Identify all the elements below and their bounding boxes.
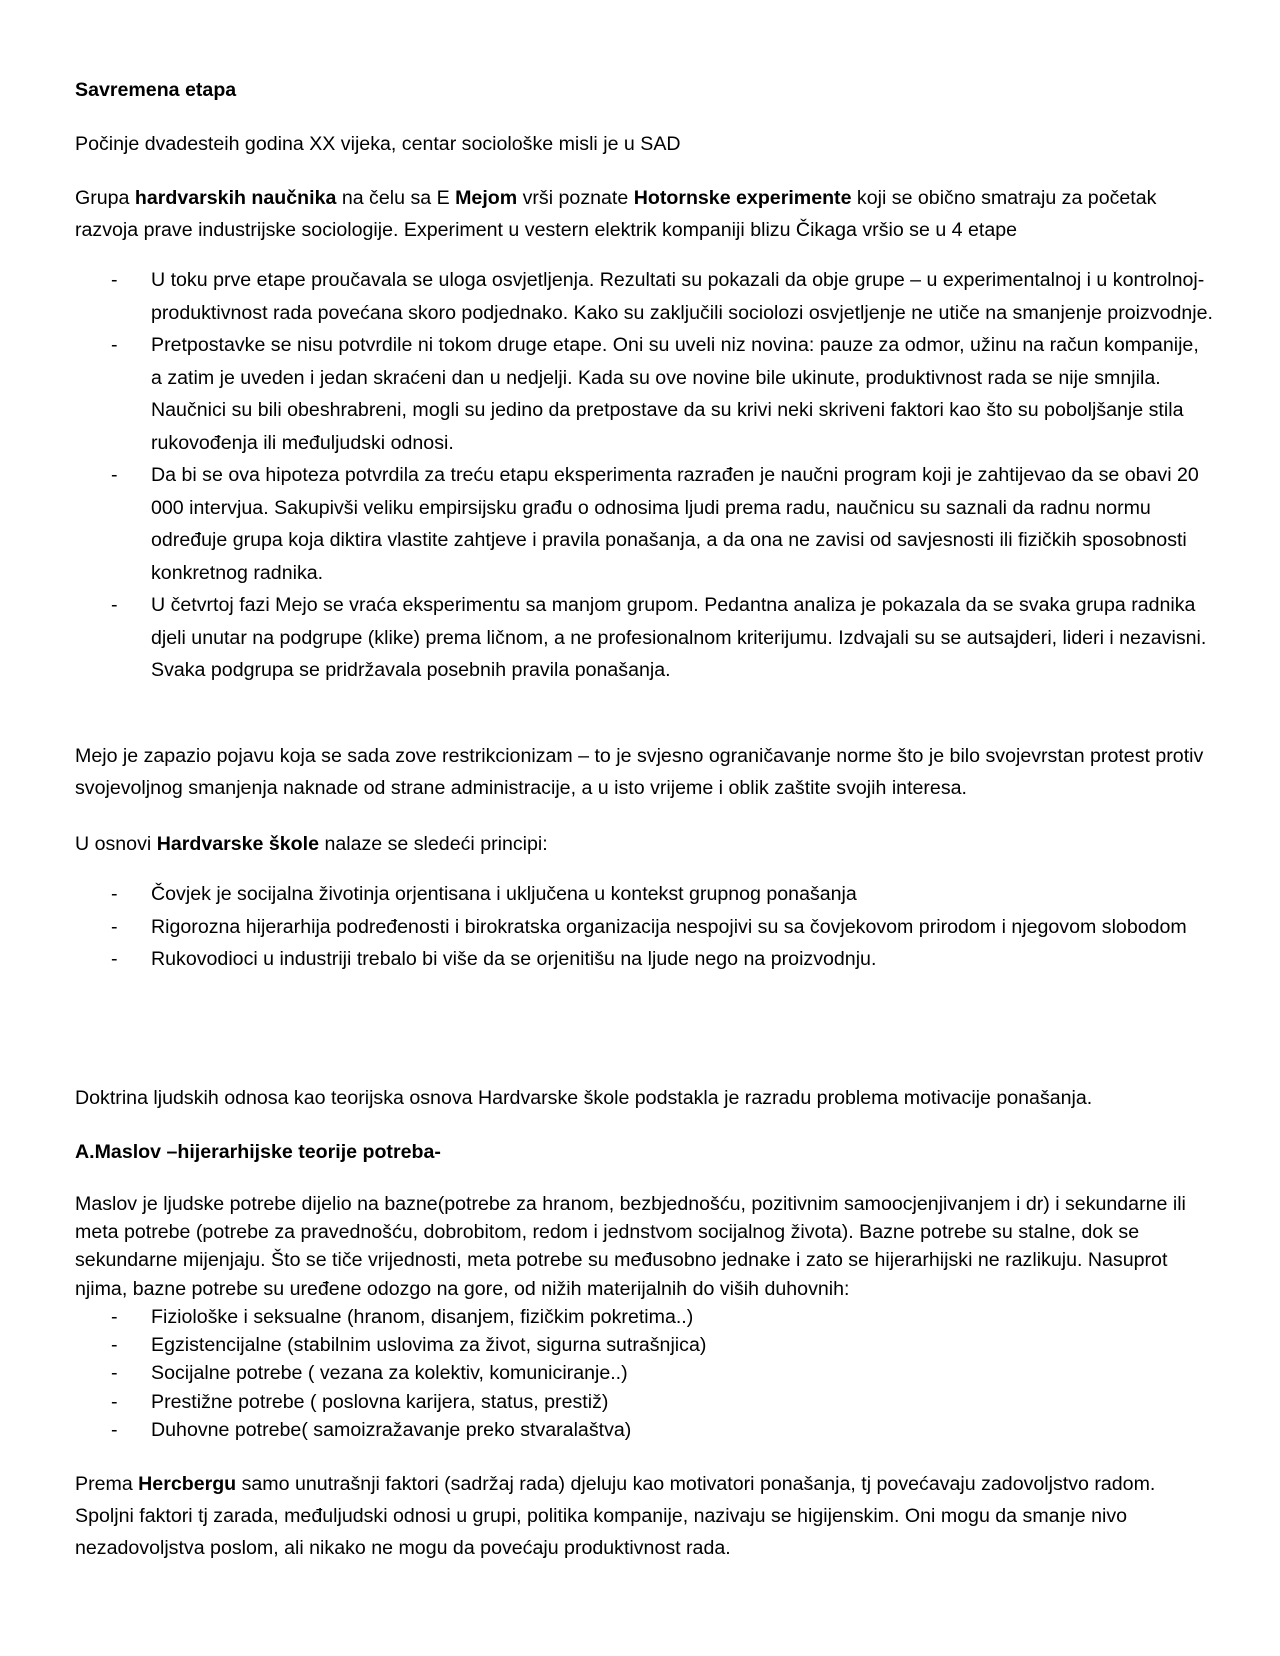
list-item [75,1331,1215,1359]
dash-bullet: - [111,1418,118,1441]
dash-bullet: - [111,1306,118,1328]
list-item [75,459,1215,589]
list-item [75,329,1215,459]
list-item-text: Egzistencijalne (stabilnim uslovima za život, sigurna sutrašnjica) [151,1334,707,1357]
list-item-text: Čovjek je socijalna životinja orjentisana i uključena u kontekst grupnog ponašanja [151,883,857,905]
text-span: koji se obično smatraju za početak razvoja prave industrijske sociologije. Experiment u vestern elektrik kompaniji blizu Čikaga vršio se u 4 etape [75,187,1157,241]
dash-bullet: - [111,334,118,356]
principles-intro [75,828,548,860]
list-item [75,589,1215,687]
list-item [75,1388,1215,1416]
list-item-text: Duhovne potrebe( samoizražavanje preko stvaralaštva) [151,1418,632,1441]
list-item-text: Da bi se ova hipoteza potvrdila za treću etapu eksperimenta razrađen je naučni program koji je zahtijevao da se obavi 20 000 intervjua. Sakupivši veliku empirsijsku građu o odnosima ljudi prema radu, naučnicu su saznali da radnu normu određuje grupa koja diktira vlastite zahtjeve i pravila ponašanja, a da ona ne zavisi od savjesnosti ili fizičkih sposobnosti konkretnog radnika. [151,464,1199,584]
text-span: na čelu sa E [336,187,456,209]
needs-list [75,1303,1215,1444]
bold-term: Hercbergu [138,1473,237,1495]
restrictionism-paragraph: Mejo je zapazio pojavu koja se sada zove restrikcionizam – to je svjesno ograničavanje norme što je bilo svojevrstan protest protiv svojevoljnog smanjenja naknade od strane administracije, a u isto vrijeme i oblik zaštite svojih interesa. [75,745,1204,799]
dash-bullet: - [111,1334,118,1357]
dash-bullet: - [111,1390,118,1413]
list-item-text: U toku prve etape proučavala se uloga osvjetljenja. Rezultati su pokazali da obje grupe – u experimentalnoj i u kontrolnoj- produktivnost rada povećana skoro podjednako. Kako su zaključili sociolozi osvjetljenje ne utiče na smanjenje proizvodnje. [151,269,1213,324]
bold-term: Mejom [455,187,518,209]
dash-bullet: - [111,269,118,291]
text-span: U osnovi [75,833,157,855]
principles-list [75,878,1215,976]
text-span: vrši poznate [517,187,634,209]
list-item-text: Rigorozna hijerarhija podređenosti i birokratska organizacija nespojivi su sa čovjekovom prirodom i njegovom slobodom [151,915,1187,938]
dash-bullet: - [111,1362,118,1385]
dash-bullet: - [111,883,118,905]
doctrine-paragraph: Doktrina ljudskih odnosa kao teorijska osnova Hardvarske škole podstakla je razradu problema motivacije ponašanja. [75,1087,1093,1109]
section-title: Savremena etapa [75,79,237,101]
list-item-text: Fiziološke i seksualne (hranom, disanjem, fizičkim pokretima..) [151,1306,694,1328]
bold-term: Hardvarske škole [156,833,319,855]
list-item [75,1416,1215,1444]
list-item-text: U četvrtoj fazi Mejo se vraća eksperimentu sa manjom grupom. Pedantna analiza je pokazala da se svaka grupa radnika djeli unutar na podgrupe (klike) prema ličnom, a ne profesionalnom kriterijumu. Izdvajali su se autsajderi, lideri i nezavisni. Svaka podgrupa se pridržavala posebnih pravila ponašanja. [151,594,1207,681]
text-span: Grupa [75,187,135,209]
list-item [75,943,1215,976]
list-item-text: Socijalne potrebe ( vezana za kolektiv, komuniciranje..) [151,1362,628,1385]
bold-term: Hotornske experimente [633,187,852,209]
maslow-paragraph: Maslov je ljudske potrebe dijelio na bazne(potrebe za hranom, bezbjednošću, pozitivnim samoocjenjivanjem i dr) i sekundarne ili meta potrebe (potrebe za pravednošću, dobrobitom, redom i jednstvom socijalnog života). Bazne potrebe su stalne, dok se sekundarne mijenjaju. Što se tiče vrijednosti, meta potrebe su međusobno jednake i zato se hijerarhijski ne razlikuju. Nasuprot njima, bazne potrebe su uređene odozgo na gore, od nižih materijalnih do viših duhovnih: [75,1193,1186,1300]
dash-bullet: - [111,948,118,970]
intro-paragraph: Počinje dvadesteih godina XX vijeka, centar sociološke misli je u SAD [75,133,681,155]
experiment-stages-list [75,264,1215,687]
list-item [75,911,1215,944]
herzberg-paragraph [75,1468,1215,1564]
list-item [75,1303,1215,1331]
hawthorne-paragraph [75,182,1215,246]
text-span: samo unutrašnji faktori (sadržaj rada) djeluju kao motivatori ponašanja, tj povećavaju zadovoljstvo radom. Spoljni faktori tj zarada, međuljudski odnosi u grupi, politika kompanije, nazivaju se higijenskim. Oni mogu da smanje nivo nezadovoljstva poslom, ali nikako ne mogu da povećaju produktivnost rada. [75,1473,1156,1559]
dash-bullet: - [111,915,118,938]
list-item-text: Pretpostavke se nisu potvrdile ni tokom druge etape. Oni su uveli niz novina: pauze za odmor, užinu na račun kompanije, a zatim je uveden i jedan skraćeni dan u nedjelji. Kada su ove novine bile ukinute, produktivnost rada se nije smnjila. Naučnici su bili obeshrabreni, mogli su jedino da pretpostave da su krivi neki skriveni faktori kao što su poboljšanje stila rukovođenja ili međuljudski odnosi. [151,334,1199,454]
list-item [75,878,1215,911]
list-item [75,1359,1215,1387]
text-span: nalaze se sledeći principi: [319,833,548,855]
text-span: Prema [75,1473,139,1495]
maslow-heading: A.Maslov –hijerarhijske teorije potreba- [75,1141,441,1163]
dash-bullet: - [111,464,118,486]
list-item-text: Rukovodioci u industriji trebalo bi više da se orjenitišu na ljude nego na proizvodnju. [151,948,877,970]
bold-term: hardvarskih naučnika [134,187,337,209]
list-item-text: Prestižne potrebe ( poslovna karijera, status, prestiž) [151,1390,609,1413]
list-item [75,264,1215,329]
dash-bullet: - [111,594,118,616]
